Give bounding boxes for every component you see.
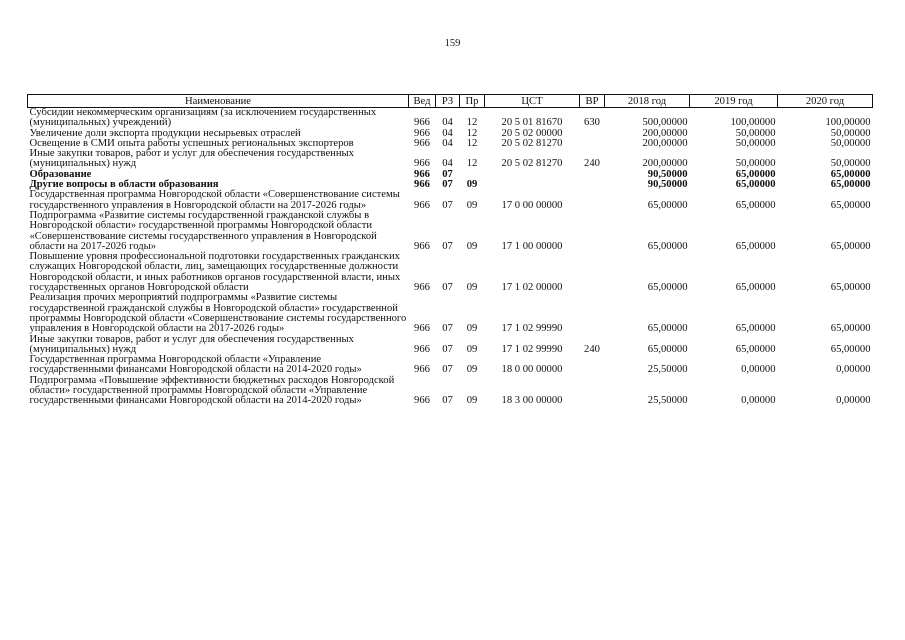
row-vr — [580, 139, 605, 149]
row-vr — [580, 355, 605, 376]
row-value-2020: 65,00000 — [830, 199, 871, 211]
row-value-2020: 65,00000 — [830, 323, 871, 335]
table-row — [28, 252, 873, 293]
row-rz: 07 — [442, 282, 453, 294]
row-value-2020: 65,00000 — [830, 240, 871, 252]
row-name: Повышение уровня профессиональной подготовки государственных гражданских служащих Новгородской области, лиц, замещающих государственные должности Новгородской области, и иных работников органов государственной власти, иных государственных органов Новгородской области — [29, 251, 401, 294]
table-row — [28, 355, 873, 376]
row-name: Подпрограмма «Повышение эффективности бюджетных расходов Новгородской области» государственной программы Новгородской области «Управление государственными финансами Новгородской области на 2014-2020 годы» — [29, 374, 395, 407]
row-pr: 12 — [466, 137, 478, 149]
row-value-2019: 65,00000 — [735, 323, 776, 335]
row-value-2019: 65,00000 — [735, 240, 776, 252]
row-rz: 07 — [442, 323, 453, 335]
row-rz: 04 — [442, 117, 453, 129]
col-header-vr: ВР — [580, 95, 605, 108]
row-vr — [580, 180, 605, 190]
row-value-2018: 90,50000 — [647, 168, 688, 180]
row-rz: 07 — [442, 168, 453, 180]
row-pr: 09 — [466, 343, 478, 355]
row-name: Образование — [29, 168, 92, 180]
row-value-2020: 100,00000 — [825, 117, 871, 129]
row-value-2018: 25,50000 — [647, 395, 688, 407]
row-vr — [580, 252, 605, 293]
table-row — [28, 108, 873, 129]
row-rz: 04 — [442, 127, 453, 139]
col-header-2018: 2018 год — [605, 95, 690, 108]
row-cst — [485, 180, 580, 190]
row-name: Освещение в СМИ опыта работы успешных региональных экспортеров — [29, 137, 354, 149]
row-name: Другие вопросы в области образования — [29, 179, 219, 191]
table-header-row — [28, 95, 873, 108]
row-rz: 07 — [442, 179, 453, 191]
row-value-2018: 65,00000 — [647, 240, 688, 252]
row-value-2019: 100,00000 — [730, 117, 776, 129]
row-pr: 12 — [466, 117, 478, 129]
row-ved: 966 — [414, 117, 430, 129]
row-ved: 966 — [414, 282, 430, 294]
col-header-2019: 2019 год — [690, 95, 778, 108]
row-cst: 20 5 02 81270 — [501, 137, 563, 149]
row-ved: 966 — [414, 395, 430, 407]
row-name: Подпрограмма «Развитие системы государственной гражданской службы в Новгородской области» государственной программы Новгородской области «Совершенствование системы государственного управления в Новгородской области на 2017-2026 годы» — [29, 209, 377, 252]
row-value-2018: 90,50000 — [647, 179, 688, 191]
table-row — [28, 211, 873, 252]
col-header-pr: Пр — [460, 95, 485, 108]
table-row — [28, 376, 873, 407]
row-ved: 966 — [414, 179, 430, 191]
row-vr — [580, 170, 605, 180]
row-value-2020: 0,00000 — [836, 364, 871, 376]
col-header-name: Наименование — [28, 95, 409, 108]
row-name: Государственная программа Новгородской области «Управление государственными финансами Новгородской области на 2014-2020 годы» — [29, 354, 362, 376]
row-vr: 630 — [584, 117, 600, 129]
row-value-2020: 65,00000 — [830, 343, 871, 355]
row-name: Государственная программа Новгородской области «Совершенствование системы государственного управления в Новгородской области на 2017-2026 годы» — [29, 189, 400, 211]
row-ved: 966 — [414, 158, 430, 170]
row-ved: 966 — [414, 323, 430, 335]
page-number: 159 — [444, 38, 461, 49]
row-rz: 04 — [442, 158, 453, 170]
row-value-2018: 65,00000 — [647, 323, 688, 335]
row-vr — [580, 211, 605, 252]
row-value-2019: 65,00000 — [735, 168, 776, 180]
row-name: Субсидии некоммерческим организациям (за исключением государственных (муниципальных) учреждений) — [29, 107, 377, 129]
col-header-ved: Вед — [409, 95, 436, 108]
row-ved: 966 — [414, 127, 430, 139]
row-cst — [485, 170, 580, 180]
row-vr — [580, 190, 605, 211]
row-ved: 966 — [414, 240, 430, 252]
row-rz: 07 — [442, 343, 453, 355]
row-value-2018: 200,00000 — [642, 158, 688, 170]
row-value-2020: 65,00000 — [830, 282, 871, 294]
row-rz: 07 — [442, 240, 453, 252]
budget-table — [27, 94, 873, 407]
row-ved: 966 — [414, 168, 430, 180]
row-cst: 17 1 02 99990 — [501, 343, 563, 355]
row-value-2018: 65,00000 — [647, 282, 688, 294]
row-value-2020: 50,00000 — [830, 127, 871, 139]
row-value-2020: 50,00000 — [830, 137, 871, 149]
row-value-2019: 65,00000 — [735, 199, 776, 211]
row-pr: 09 — [466, 395, 478, 407]
table-row — [28, 190, 873, 211]
row-value-2018: 25,50000 — [647, 364, 688, 376]
row-cst: 20 5 01 81670 — [501, 117, 563, 129]
row-value-2020: 0,00000 — [836, 395, 871, 407]
row-pr: 12 — [466, 127, 478, 139]
col-header-2020: 2020 год — [778, 95, 873, 108]
row-cst: 18 0 00 00000 — [501, 364, 563, 376]
row-cst: 17 1 02 00000 — [501, 282, 563, 294]
row-cst: 17 0 00 00000 — [501, 199, 563, 211]
row-cst: 17 1 02 99990 — [501, 323, 563, 335]
row-value-2019: 0,00000 — [741, 364, 776, 376]
row-ved: 966 — [414, 364, 430, 376]
row-cst: 20 5 02 00000 — [501, 127, 563, 139]
col-header-rz: РЗ — [436, 95, 460, 108]
row-cst: 17 1 00 00000 — [501, 240, 563, 252]
row-rz: 07 — [442, 199, 453, 211]
row-rz: 07 — [442, 364, 453, 376]
row-pr: 09 — [466, 364, 478, 376]
row-vr: 240 — [584, 343, 600, 355]
row-value-2019: 65,00000 — [735, 343, 776, 355]
row-name: Реализация прочих мероприятий подпрограммы «Развитие системы государственной гражданской службы в Новгородской области» государственной программы Новгородской области «Совершенствование системы государственного управления в Новгородской области на 2017-2026 годы» — [29, 292, 407, 335]
row-cst: 18 3 00 00000 — [501, 395, 563, 407]
row-pr: 09 — [466, 240, 478, 252]
table-row — [28, 293, 873, 334]
row-pr: 09 — [466, 179, 478, 191]
row-value-2019: 65,00000 — [735, 179, 776, 191]
table-row — [28, 149, 873, 170]
row-pr: 09 — [466, 282, 478, 294]
row-value-2019: 50,00000 — [735, 137, 776, 149]
row-pr: 09 — [466, 323, 478, 335]
col-header-cst: ЦСТ — [485, 95, 580, 108]
row-cst: 20 5 02 81270 — [501, 158, 563, 170]
row-value-2019: 50,00000 — [735, 127, 776, 139]
row-ved: 966 — [414, 343, 430, 355]
row-value-2018: 500,00000 — [642, 117, 688, 129]
row-ved: 966 — [414, 137, 430, 149]
row-vr: 240 — [584, 158, 600, 170]
row-pr: 09 — [466, 199, 478, 211]
row-value-2019: 50,00000 — [735, 158, 776, 170]
row-value-2020: 65,00000 — [830, 168, 871, 180]
row-name: Иные закупки товаров, работ и услуг для обеспечения государственных (муниципальных) нужд — [29, 333, 354, 355]
row-vr — [580, 129, 605, 139]
row-ved: 966 — [414, 199, 430, 211]
row-value-2020: 65,00000 — [830, 179, 871, 191]
row-value-2018: 200,00000 — [642, 127, 688, 139]
row-value-2018: 200,00000 — [642, 137, 688, 149]
row-value-2019: 65,00000 — [735, 282, 776, 294]
row-value-2019: 0,00000 — [741, 395, 776, 407]
row-vr — [580, 293, 605, 334]
row-pr: 12 — [466, 158, 478, 170]
row-value-2018: 65,00000 — [647, 343, 688, 355]
row-value-2020: 50,00000 — [830, 158, 871, 170]
row-rz: 07 — [442, 395, 453, 407]
row-value-2018: 65,00000 — [647, 199, 688, 211]
table-body — [28, 108, 873, 407]
row-name: Иные закупки товаров, работ и услуг для обеспечения государственных (муниципальных) нужд — [29, 148, 354, 170]
row-name: Увеличение доли экспорта продукции несырьевых отраслей — [29, 127, 301, 139]
row-rz: 04 — [442, 137, 453, 149]
row-vr — [580, 376, 605, 407]
table-row — [28, 335, 873, 356]
